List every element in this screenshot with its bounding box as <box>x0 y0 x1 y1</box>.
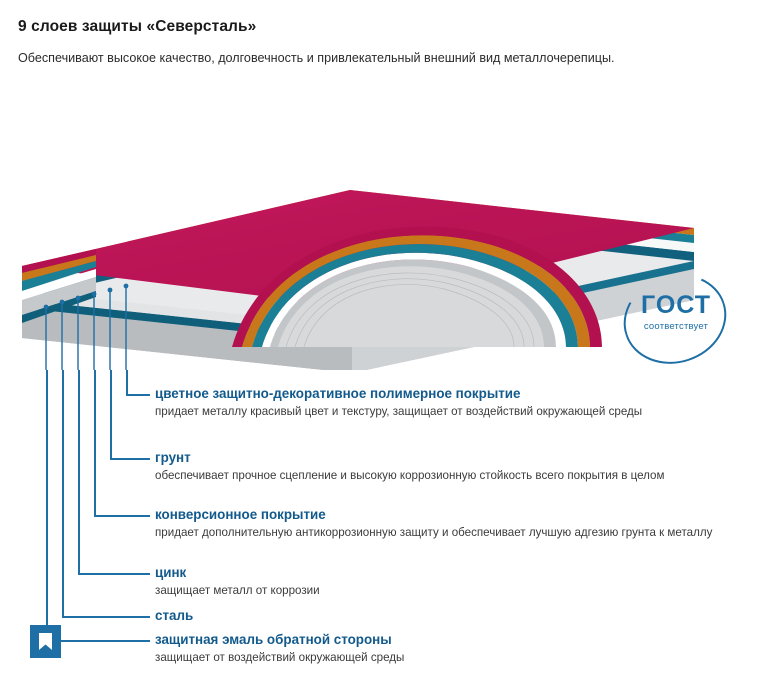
leader-line-3-h <box>94 515 150 517</box>
layer-label: защитная эмаль обратной стороны <box>155 632 392 647</box>
leader-line-2-v <box>110 370 112 460</box>
bookmark-button[interactable] <box>30 625 61 658</box>
leader-line-5-v <box>62 370 64 618</box>
list-item <box>155 565 755 599</box>
list-item <box>155 450 755 484</box>
leader-line-2-h <box>110 458 150 460</box>
list-item <box>155 507 755 541</box>
leader-line-5-h <box>62 616 150 618</box>
header <box>18 18 758 66</box>
list-item <box>155 632 755 666</box>
leader-line-6-v <box>46 370 48 642</box>
page-title: 9 слоев защиты «Северсталь» <box>18 18 257 35</box>
layer-description: обеспечивает прочное сцепление и высокую коррозионную стойкость всего покрытия в целом <box>155 469 665 483</box>
gost-badge <box>617 273 735 369</box>
leader-line-6-h <box>46 640 150 642</box>
leader-line-1-v <box>126 370 128 396</box>
leader-line-1-h <box>126 394 150 396</box>
layer-description: защищает от воздействий окружающей среды <box>155 651 405 665</box>
layer-label: грунт <box>155 450 191 465</box>
leader-line-4-v <box>78 370 80 575</box>
gost-sub-label: соответствует <box>643 321 709 332</box>
list-item <box>155 386 755 420</box>
layer-description: защищает металл от коррозии <box>155 584 320 598</box>
layer-label: цветное защитно-декоративное полимерное покрытие <box>155 386 521 401</box>
layer-label: сталь <box>155 608 194 623</box>
layer-description: придает металлу красивый цвет и текстуру, защищает от воздействий окружающей среды <box>155 405 643 419</box>
list-item <box>155 608 755 626</box>
layer-label: цинк <box>155 565 187 580</box>
gost-label: ГОСТ <box>641 291 711 319</box>
leader-line-4-h <box>78 573 150 575</box>
layers-illustration <box>0 95 773 370</box>
leader-line-3-v <box>94 370 96 517</box>
page-subtitle: Обеспечивают высокое качество, долговечность и привлекательный внешний вид металлочерепицы. <box>18 51 615 65</box>
layer-description: придает дополнительную антикоррозионную защиту и обеспечивает лучшую адгезию грунта к металлу <box>155 526 713 540</box>
layer-label: конверсионное покрытие <box>155 507 326 522</box>
bookmark-icon <box>39 633 52 650</box>
